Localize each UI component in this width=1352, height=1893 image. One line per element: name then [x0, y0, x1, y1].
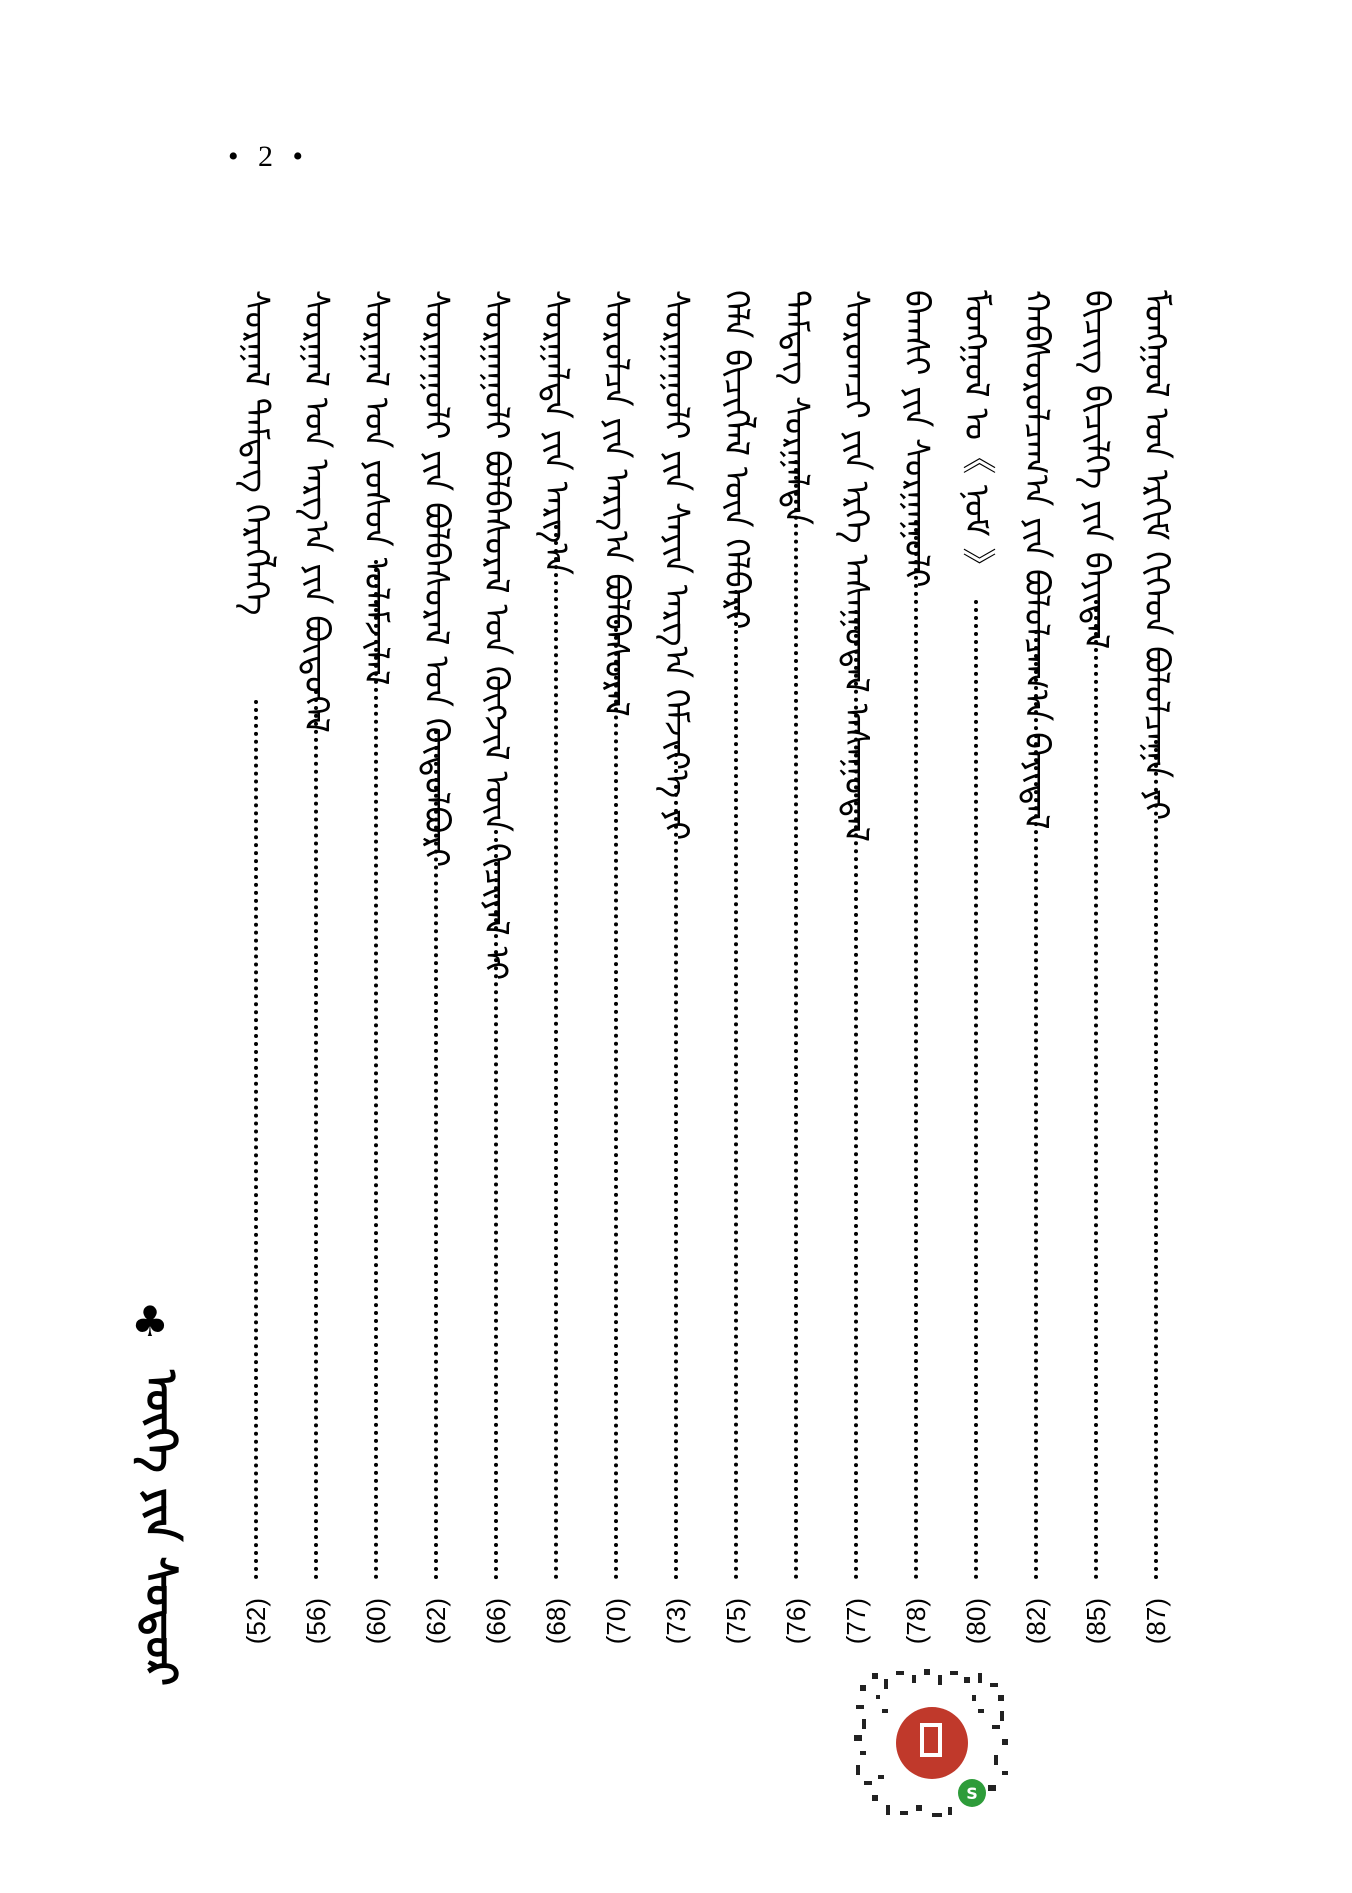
toc-entry-title: ᠰᠤᠷᠤᠯᠴᠠ ᠶᠢᠨ ᠠᠷᠭ᠎ᠠ ᠪᠣᠯᠪᠠᠰᠤᠷᠠᠯ [596, 290, 636, 717]
toc-entry[interactable] [1012, 290, 1060, 1670]
qr-code-icon[interactable] [852, 1665, 1012, 1825]
toc-entry[interactable] [292, 290, 340, 1670]
toc-entry[interactable] [412, 290, 460, 1670]
toc-entry[interactable] [532, 290, 580, 1670]
toc-leader-dots [674, 745, 682, 1580]
toc-entry[interactable] [1132, 290, 1180, 1670]
toc-leader-dots [254, 700, 262, 1580]
toc-entry-title: ᠰᠤᠷᠭᠠᠭᠤᠯᠢ ᠶᠢᠨ ᠰᠠᠶᠢᠨ ᠠᠷᠭ᠎ᠠ ᠬᠡᠮᠵᠢᠶ᠎ᠡ ᠶᠢ [656, 290, 696, 841]
toc-entry-page: (80) [961, 1598, 991, 1645]
toc-entry-title: ᠬᠡᠯᠡ ᠪᠢᠴᠢᠭᠯᠡᠯ ᠦᠨ ᠬᠡᠯᠪᠡᠷᠢ [716, 290, 756, 630]
toc-entry-title: ᠰᠤᠷᠭᠠᠭᠤᠯᠢ ᠶᠢᠨ ᠪᠣᠯᠪᠠᠰᠤᠷᠠᠯ ᠤᠨ ᠬᠥᠲᠦᠯᠪᠦᠷᠢ [416, 290, 456, 868]
club-icon: ♣ [131, 1297, 169, 1346]
toc-entry[interactable] [592, 290, 640, 1670]
toc-leader-dots [374, 560, 382, 1580]
toc-entry[interactable] [232, 290, 280, 1670]
toc-entry-title: ᠮᠣᠩᠭᠣᠯ ᠤ《 ᠨᠣᠮ 》 [956, 290, 996, 582]
toc-entry-title: ᠮᠣᠩᠭᠣᠯ ᠤᠨ ᠡᠷᠬᠢᠮ ᠬᠢᠭᠡᠳ ᠪᠣᠯᠣᠯᠴᠠᠭᠠ ᠶᠢ [1136, 290, 1176, 821]
toc-entry-title: ᠰᠤᠷᠭᠠᠭᠤᠯᠢ ᠪᠣᠯᠪᠠᠰᠤᠷᠠᠯ ᠤᠨ ᠬᠥᠭᠵᠢᠯ ᠦᠨ ᠬᠢᠴᠢᠶᠡᠯ ᠢ [476, 290, 516, 981]
toc-entry-title: ᠰᠤᠷᠭᠠᠯ ᠤᠨ ᠶᠤᠰᠤᠨ ᠤᠯᠠᠮᠵᠢᠯᠠᠯ [356, 290, 396, 686]
toc-entry-page: (75) [721, 1598, 751, 1645]
book-title: ᠦᠭᠡ ᠶᠢᠨ ᠰᠤᠳᠤᠷ [135, 1370, 186, 1686]
toc-leader-dots [914, 520, 922, 1580]
toc-entry-title: ᠰᠤᠷᠭᠠᠯ ᠤᠨ ᠠᠷᠭ᠎ᠠ ᠶᠢᠨ ᠪᠦᠲᠦᠭᠡᠯ [296, 290, 336, 733]
toc-entry-page: (70) [601, 1598, 631, 1645]
toc-leader-dots [494, 830, 502, 1580]
toc-entry-page: (56) [301, 1598, 331, 1645]
toc-entry-page: (52) [241, 1598, 271, 1645]
page-number: • 2 • [228, 140, 310, 173]
svg-text:S: S [966, 1784, 978, 1803]
toc-leader-dots [1094, 600, 1102, 1580]
toc-leader-dots [434, 730, 442, 1580]
toc-entry-page: (87) [1141, 1598, 1171, 1645]
toc-entry-title: ᠰᠤᠷᠤᠭᠴᠢ ᠶᠢᠨ ᠡᠷᠬᠡ ᠠᠰᠠᠭᠤᠳᠠᠯ ᠠᠰᠠᠭᠤᠳᠠᠯ [836, 290, 876, 843]
toc-entry[interactable] [1072, 290, 1120, 1670]
toc-entry-page: (85) [1081, 1598, 1111, 1645]
toc-entry-page: (60) [361, 1598, 391, 1645]
toc-entry-title: ᠰᠤᠷᠭᠠᠯ ᠲᠡᠮᠳᠡᠭ ᠬᠡᠷᠡᠭᠯᠡᠭᠡ [236, 290, 276, 616]
toc-entry[interactable] [472, 290, 520, 1670]
toc-leader-dots [314, 690, 322, 1580]
toc-entry-title: ᠰᠤᠷᠭᠠᠯᠲᠠ ᠶᠢᠨ ᠠᠷᠭ᠎ᠠ [536, 290, 576, 575]
qr-code-graphic [852, 1665, 1012, 1825]
toc-entry-page: (66) [481, 1598, 511, 1645]
toc-entry-page: (62) [421, 1598, 451, 1645]
toc-entry-title: ᠲᠡᠮᠳᠡᠭ ᠰᠤᠷᠭᠠᠯᠲᠠ [776, 290, 816, 526]
toc-entry-page: (68) [541, 1598, 571, 1645]
toc-leader-dots [974, 600, 982, 1580]
toc-entry[interactable] [652, 290, 700, 1670]
toc-leader-dots [734, 590, 742, 1580]
toc-entry[interactable] [772, 290, 820, 1670]
toc-leader-dots [794, 460, 802, 1580]
toc-leader-dots [1154, 740, 1162, 1580]
toc-entry[interactable] [952, 290, 1000, 1670]
toc-leader-dots [554, 525, 562, 1580]
toc-entry[interactable] [832, 290, 880, 1670]
toc-entry-page: (78) [901, 1598, 931, 1645]
toc-leader-dots [614, 620, 622, 1580]
toc-entry-title: ᠪᠢᠴᠢᠭ ᠪᠢᠴᠢᠯᠭᠡ ᠶᠢᠨ ᠪᠠᠶᠢᠳᠠᠯ [1076, 290, 1116, 650]
toc-leader-dots [1034, 630, 1042, 1580]
toc-entry-page: (77) [841, 1598, 871, 1645]
toc-entry[interactable] [712, 290, 760, 1670]
toc-entry-page: (82) [1021, 1598, 1051, 1645]
toc-entry-page: (73) [661, 1598, 691, 1645]
toc-leader-dots [854, 610, 862, 1580]
toc-entry-title: ᠬᠠᠪᠰᠤᠷᠤᠯᠴᠠᠭ᠎ᠠ ᠶᠢᠨ ᠪᠣᠯᠣᠯᠴᠠᠭ᠎ᠠ ᠪᠠᠶᠢᠳᠠᠯ [1016, 290, 1056, 830]
toc-entry-title: ᠪᠠᠭᠰᠢ ᠶᠢᠨ ᠰᠤᠷᠭᠠᠭᠤᠯᠢ [896, 290, 936, 588]
toc-entry[interactable] [892, 290, 940, 1670]
toc-entry[interactable] [352, 290, 400, 1670]
toc-entry-page: (76) [781, 1598, 811, 1645]
